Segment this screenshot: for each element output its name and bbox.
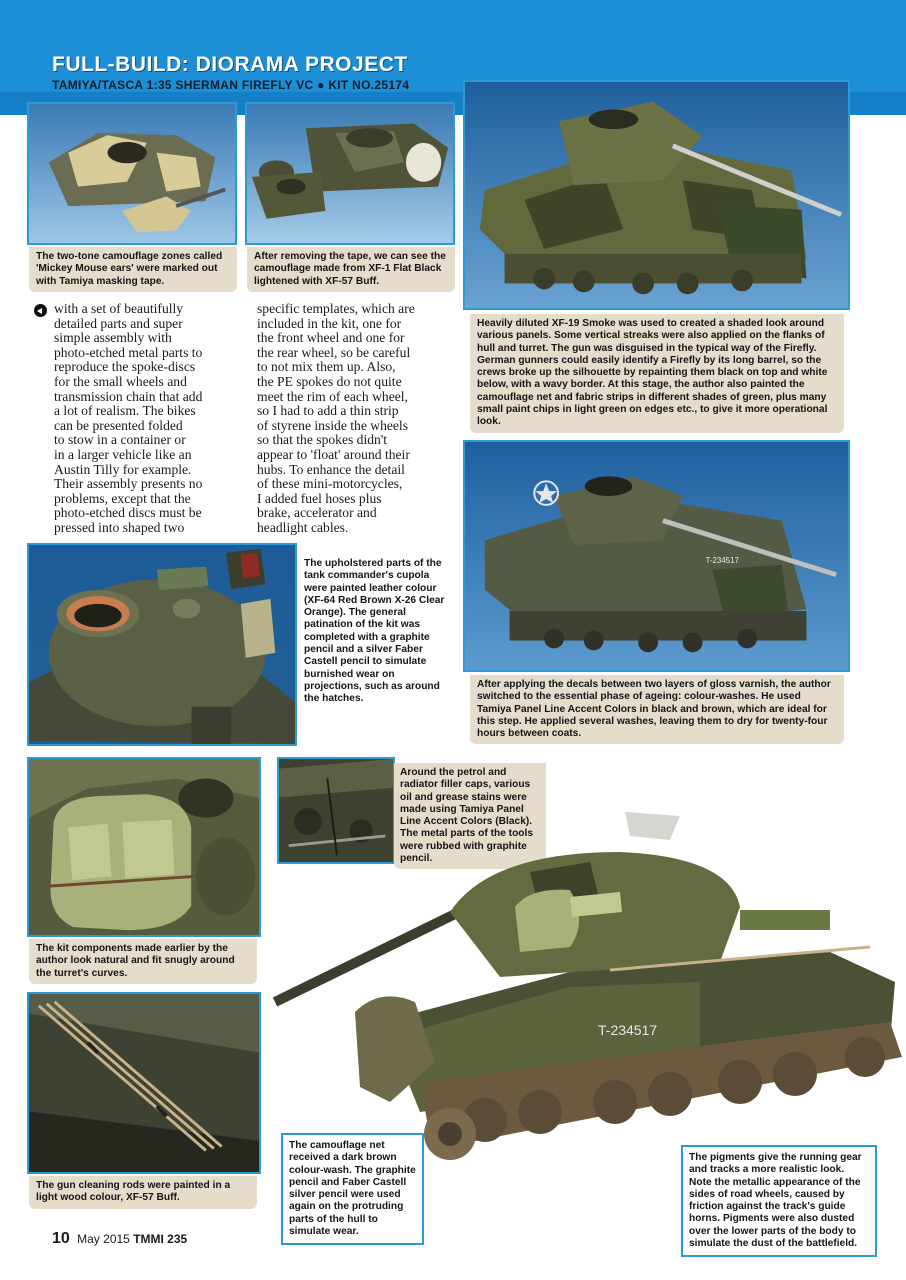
caption-pigments: The pigments give the running gear and tracks a more realistic look. Note the metallic appearance of the sides of road wheels, caused by friction against the track's guide horns. Pigments were also dusted over the lower parts of the body to simulate the dust of the battlefield. <box>681 1145 877 1257</box>
photo-tape-removed <box>245 102 455 245</box>
photo-smoke-shading <box>463 80 850 310</box>
body-column-2 <box>257 302 457 536</box>
body-column-1 <box>54 302 250 536</box>
page-title: FULL-BUILD: DIORAMA PROJECT <box>52 53 408 76</box>
caption-net: The camouflage net received a dark brown colour-wash. The graphite pencil and Faber Castell silver pencil were used again on the protruding parts of the hull to simulate wear. <box>281 1133 424 1245</box>
caption-decals: After applying the decals between two layers of gloss varnish, the author switched to the essential phase of ageing: colour-washes. He used Tamiya Panel Line Accent Colors in black and brown, which are ideal for this step. He applied several washes, leaving them to dry for twenty-four hours between coats. <box>470 675 844 744</box>
caption-tape-removed: After removing the tape, we can see the camouflage made from XF-1 Flat Black lightened with XF-57 Buff. <box>247 247 455 292</box>
photo-finished-model <box>270 812 906 1172</box>
caption-masking: The two-tone camouflage zones called 'Mickey Mouse ears' were marked out with Tamiya masking tape. <box>29 247 237 292</box>
page-subtitle: TAMIYA/TASCA 1:35 SHERMAN FIREFLY VC ● KIT NO.25174 <box>52 78 410 92</box>
caption-smoke: Heavily diluted XF-19 Smoke was used to created a shaded look around various panels. Some vertical streaks were also applied on the flanks of hull and turret. The gun was disguised in the typical way of the Firefly. German gunners could easily identify a Firefly by its long barrel, so the crews broke up the silhouette by repainting them black on top and white below, with a wavy border. At this stage, the author also painted the camouflage net and fabric strips in different shades of green, plus many small paint chips in light green on edges etc., to give it more operational look. <box>470 314 844 433</box>
caption-filler-caps: Around the petrol and radiator filler caps, various oil and grease stains were made using Tamiya Panel Line Accent Colors (Black). The metal parts of the tools were rubbed with graphite pencil. <box>394 763 546 869</box>
body-text-col2: specific templates, which are included in the kit, one for the front wheel and one for the rear wheel, so be careful to not mix them up. Also, the PE spokes do not quite meet the rim of each wheel, so I had to add a thin strip of styrene inside the wheels so that the spokes didn't appear to 'float' around their hubs. To enhance the detail of these mini-motorcycles, I added fuel hoses plus brake, accelerator and headlight cables. <box>257 301 415 535</box>
photo-masked-hull <box>27 102 237 245</box>
continue-arrow-icon <box>34 304 47 317</box>
photo-turret-components <box>27 757 261 937</box>
page-number: 10 <box>52 1230 70 1247</box>
body-text-col1: with a set of beautifully detailed parts and super simple assembly with photo-etched metal parts to reproduce the spoke-discs for the small wheels and transmission chain that add a lot of realism. The bikes can be presented folded to stow in a container or in a larger vehicle like an Austin Tilly for example. Their assembly presents no problems, except that the photo-etched discs must be pressed into shaped two <box>54 301 203 535</box>
main-photo-hull-number: T-234517 <box>598 1022 658 1038</box>
caption-rods: The gun cleaning rods were painted in a light wood colour, XF-57 Buff. <box>29 1176 257 1209</box>
photo-cupola <box>27 543 297 746</box>
caption-components: The kit components made earlier by the author look natural and fit snugly around the turret's curves. <box>29 939 257 984</box>
photo-cleaning-rods <box>27 992 261 1174</box>
issue-date: May 2015 <box>77 1232 130 1246</box>
caption-cupola: The upholstered parts of the tank commander's cupola were painted leather colour (XF-64 Red Brown X-26 Clear Orange). The general patination of the kit was completed with a graphite pencil and a silver Faber Castell pencil to simulate burnished wear on projections, such as around the hatches. <box>304 558 445 705</box>
photo-hull-number: T-234517 <box>705 555 739 565</box>
folio <box>52 1230 187 1248</box>
magazine-issue: TMMI 235 <box>133 1232 188 1246</box>
photo-decals <box>463 440 850 672</box>
